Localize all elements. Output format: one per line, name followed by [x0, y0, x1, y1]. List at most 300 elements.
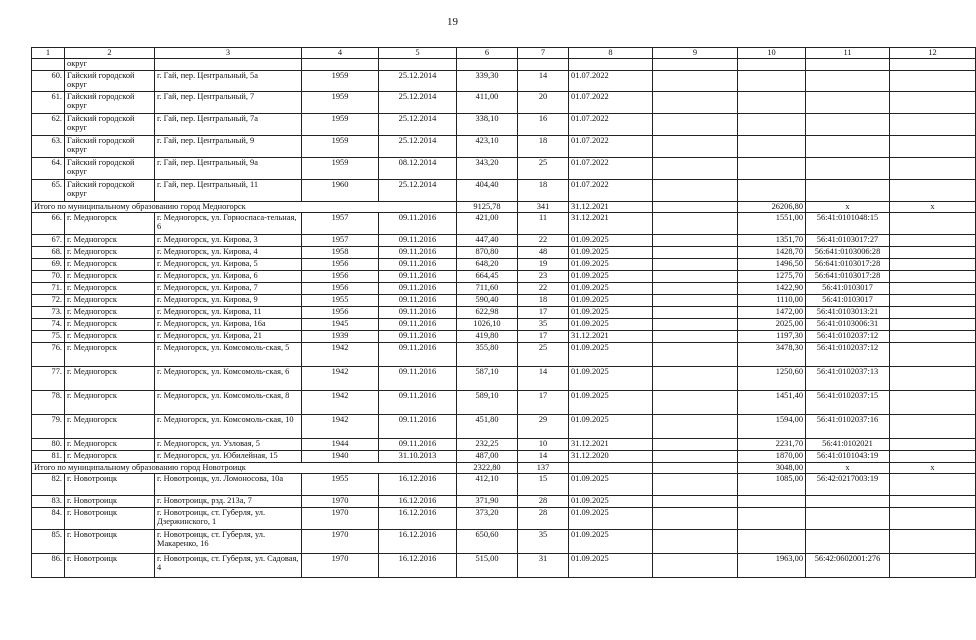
cell-col-10: 1197,30 — [738, 331, 806, 343]
cell-col-6: 411,00 — [457, 92, 518, 114]
subtotal-cell: 3048,00 — [738, 463, 806, 474]
cell-col-8: 31.12.2021 — [569, 213, 653, 235]
cell-col-8: 01.09.2025 — [569, 508, 653, 530]
cell-col-3: г. Медногорск, ул. Комсомоль-ская, 8 — [155, 391, 302, 415]
cell-col-9 — [653, 451, 738, 463]
cell-col-12 — [890, 554, 976, 578]
cell-col-12 — [890, 319, 976, 331]
cell-col-8: 01.09.2025 — [569, 259, 653, 271]
table-row — [32, 474, 976, 496]
cell-col-10: 1428,70 — [738, 247, 806, 259]
cell-col-1: 74. — [32, 319, 65, 331]
cell-col-7: 22 — [518, 235, 569, 247]
cell-col-12 — [890, 367, 976, 391]
cell-col-10: 1870,00 — [738, 451, 806, 463]
cell-col-2: г. Новотроицк — [65, 474, 155, 496]
cell-col-2: г. Медногорск — [65, 439, 155, 451]
cell-col-11 — [806, 71, 890, 92]
cell-col-6: 355,80 — [457, 343, 518, 367]
cell-col-10: 1551,00 — [738, 213, 806, 235]
cell-col-10: 1422,90 — [738, 283, 806, 295]
cell-col-12 — [890, 136, 976, 158]
cell-col-8: 01.09.2025 — [569, 283, 653, 295]
subtotal-label: Итого по муниципальному образованию город Медногорск — [32, 202, 457, 213]
table-row — [32, 451, 976, 463]
cell-col-5: 25.12.2014 — [379, 71, 457, 92]
cell-col-6: 373,20 — [457, 508, 518, 530]
cell-col-7: 22 — [518, 283, 569, 295]
cell-col-5: 31.10.2013 — [379, 451, 457, 463]
cell-col-3: г. Новотроицк, ул. Ломоносова, 10а — [155, 474, 302, 496]
cell-col-7: 28 — [518, 496, 569, 508]
cell-col-7: 23 — [518, 271, 569, 283]
cell-col-5: 09.11.2016 — [379, 271, 457, 283]
cell-col-1: 79. — [32, 415, 65, 439]
cell-col-12 — [890, 271, 976, 283]
cell-col-4: 1945 — [302, 319, 379, 331]
cell-col-5: 09.11.2016 — [379, 283, 457, 295]
table-body — [32, 48, 976, 578]
cell-col-11: 56:41:0101048:15 — [806, 213, 890, 235]
cell-col-8: 01.07.2022 — [569, 136, 653, 158]
cell-col-9 — [653, 391, 738, 415]
cell-col-9 — [653, 271, 738, 283]
subtotal-cell: x — [806, 202, 890, 213]
table-row — [32, 271, 976, 283]
cell-col-11: 56:41:0103017 — [806, 283, 890, 295]
cell-col-6: 487,00 — [457, 451, 518, 463]
cell-col-6: 447,40 — [457, 235, 518, 247]
table-row — [32, 71, 976, 92]
cell-col-4: 1955 — [302, 295, 379, 307]
cell-col-9 — [653, 439, 738, 451]
cell-col-12 — [890, 391, 976, 415]
cell-col-6: 648,20 — [457, 259, 518, 271]
cell-col-5: 09.11.2016 — [379, 415, 457, 439]
cell-col-6 — [457, 59, 518, 71]
cell-col-9 — [653, 259, 738, 271]
cell-col-2: Гайский городской округ — [65, 136, 155, 158]
cell-col-2: г. Медногорск — [65, 391, 155, 415]
cell-col-4: 1942 — [302, 367, 379, 391]
cell-col-1: 64. — [32, 158, 65, 180]
cell-col-4: 1942 — [302, 343, 379, 367]
cell-col-11 — [806, 530, 890, 554]
cell-col-11: 56:41:0103013:21 — [806, 307, 890, 319]
table-row — [32, 213, 976, 235]
cell-col-11: 56:42:0217003:19 — [806, 474, 890, 496]
cell-col-3: г. Новотроицк, ст. Губерля, ул. Садовая, 4 — [155, 554, 302, 578]
cell-col-12 — [890, 307, 976, 319]
cell-col-1: 75. — [32, 331, 65, 343]
column-header-12: 12 — [890, 48, 976, 59]
cell-col-8: 01.07.2022 — [569, 92, 653, 114]
cell-col-9 — [653, 213, 738, 235]
cell-col-2: г. Новотроицк — [65, 554, 155, 578]
cell-col-8: 01.09.2025 — [569, 235, 653, 247]
cell-col-5: 08.12.2014 — [379, 158, 457, 180]
cell-col-10: 1250,60 — [738, 367, 806, 391]
cell-col-12 — [890, 180, 976, 202]
cell-col-6: 711,60 — [457, 283, 518, 295]
table-row — [32, 343, 976, 367]
cell-col-10: 1594,00 — [738, 415, 806, 439]
cell-col-8: 01.09.2025 — [569, 530, 653, 554]
cell-col-5: 09.11.2016 — [379, 367, 457, 391]
cell-col-6: 515,00 — [457, 554, 518, 578]
cell-col-7: 25 — [518, 158, 569, 180]
cell-col-1: 73. — [32, 307, 65, 319]
cell-col-8: 01.09.2025 — [569, 415, 653, 439]
cell-col-1: 86. — [32, 554, 65, 578]
subtotal-cell: x — [806, 463, 890, 474]
cell-col-4: 1939 — [302, 331, 379, 343]
cell-col-12 — [890, 295, 976, 307]
cell-col-8: 01.09.2025 — [569, 319, 653, 331]
cell-col-3: г. Медногорск, ул. Юбилейная, 15 — [155, 451, 302, 463]
cell-col-7: 31 — [518, 554, 569, 578]
cell-col-12 — [890, 530, 976, 554]
cell-col-9 — [653, 496, 738, 508]
cell-col-7: 17 — [518, 331, 569, 343]
cell-col-9 — [653, 367, 738, 391]
cell-col-6: 423,10 — [457, 136, 518, 158]
cell-col-3: г. Медногорск, ул. Горноспаса-тельная, 6 — [155, 213, 302, 235]
cell-col-10: 1963,00 — [738, 554, 806, 578]
cell-col-3: г. Медногорск, ул. Кирова, 16а — [155, 319, 302, 331]
column-header-2: 2 — [65, 48, 155, 59]
cell-col-5: 16.12.2016 — [379, 496, 457, 508]
cell-col-6: 587,10 — [457, 367, 518, 391]
cell-col-2: г. Медногорск — [65, 319, 155, 331]
cell-col-4: 1940 — [302, 451, 379, 463]
cell-col-7: 18 — [518, 295, 569, 307]
cell-col-5: 16.12.2016 — [379, 508, 457, 530]
table-row — [32, 259, 976, 271]
cell-col-2: г. Медногорск — [65, 331, 155, 343]
cell-col-12 — [890, 343, 976, 367]
cell-col-10 — [738, 136, 806, 158]
cell-col-8: 31.12.2021 — [569, 331, 653, 343]
table-row — [32, 391, 976, 415]
cell-col-3: г. Гай, пер. Центральный, 11 — [155, 180, 302, 202]
table-row — [32, 508, 976, 530]
cell-col-9 — [653, 508, 738, 530]
cell-col-3: г. Медногорск, ул. Кирова, 7 — [155, 283, 302, 295]
cell-col-2: г. Медногорск — [65, 213, 155, 235]
cell-col-1: 66. — [32, 213, 65, 235]
cell-col-1: 62. — [32, 114, 65, 136]
cell-col-10: 1351,70 — [738, 235, 806, 247]
cell-col-11: 56:41:0103017 — [806, 295, 890, 307]
cell-col-2: г. Медногорск — [65, 295, 155, 307]
cell-col-5: 16.12.2016 — [379, 474, 457, 496]
subtotal-cell: 31.12.2021 — [569, 202, 653, 213]
cell-col-9 — [653, 415, 738, 439]
cell-col-6: 650,60 — [457, 530, 518, 554]
cell-col-11: 56:41:0102037:12 — [806, 331, 890, 343]
cell-col-8: 31.12.2020 — [569, 451, 653, 463]
cell-col-8: 01.07.2022 — [569, 114, 653, 136]
housing-register-table — [31, 47, 976, 578]
cell-col-9 — [653, 136, 738, 158]
table-row — [32, 92, 976, 114]
cell-col-2: г. Медногорск — [65, 415, 155, 439]
cell-col-4: 1955 — [302, 474, 379, 496]
column-header-4: 4 — [302, 48, 379, 59]
cell-col-8: 01.09.2025 — [569, 343, 653, 367]
column-header-10: 10 — [738, 48, 806, 59]
cell-col-2: г. Медногорск — [65, 307, 155, 319]
subtotal-cell: x — [890, 202, 976, 213]
cell-col-12 — [890, 259, 976, 271]
table-row — [32, 180, 976, 202]
cell-col-9 — [653, 530, 738, 554]
cell-col-5: 16.12.2016 — [379, 530, 457, 554]
cell-col-12 — [890, 508, 976, 530]
cell-col-9 — [653, 92, 738, 114]
column-header-7: 7 — [518, 48, 569, 59]
cell-col-8: 31.12.2021 — [569, 439, 653, 451]
cell-col-3: г. Медногорск, ул. Кирова, 6 — [155, 271, 302, 283]
cell-col-1: 69. — [32, 259, 65, 271]
cell-col-9 — [653, 295, 738, 307]
cell-col-4: 1959 — [302, 158, 379, 180]
cell-col-8: 01.09.2025 — [569, 247, 653, 259]
cell-col-5: 09.11.2016 — [379, 319, 457, 331]
cell-col-2: г. Медногорск — [65, 343, 155, 367]
cell-col-10: 1110,00 — [738, 295, 806, 307]
cell-col-2: Гайский городской округ — [65, 71, 155, 92]
table-row — [32, 235, 976, 247]
cell-col-4: 1957 — [302, 213, 379, 235]
cell-col-4: 1970 — [302, 554, 379, 578]
cell-col-9 — [653, 283, 738, 295]
cell-col-7 — [518, 59, 569, 71]
cell-col-11: 56:41:0102021 — [806, 439, 890, 451]
cell-col-4 — [302, 59, 379, 71]
cell-col-1: 81. — [32, 451, 65, 463]
cell-col-9 — [653, 554, 738, 578]
cell-col-1: 83. — [32, 496, 65, 508]
cell-col-8: 01.09.2025 — [569, 271, 653, 283]
cell-col-1: 84. — [32, 508, 65, 530]
cell-col-4: 1959 — [302, 136, 379, 158]
cell-col-9 — [653, 59, 738, 71]
subtotal-label: Итого по муниципальному образованию город Новотроицк — [32, 463, 457, 474]
cell-col-6: 404,40 — [457, 180, 518, 202]
cell-col-9 — [653, 235, 738, 247]
cell-col-8: 01.09.2025 — [569, 295, 653, 307]
cell-col-3: г. Медногорск, ул. Комсомоль-ская, 10 — [155, 415, 302, 439]
table-row — [32, 295, 976, 307]
table-row — [32, 307, 976, 319]
cell-col-2: г. Медногорск — [65, 259, 155, 271]
cell-col-6: 589,10 — [457, 391, 518, 415]
cell-col-8: 01.09.2025 — [569, 496, 653, 508]
cell-col-6: 664,45 — [457, 271, 518, 283]
cell-col-2: г. Новотроицк — [65, 508, 155, 530]
cell-col-10: 1275,70 — [738, 271, 806, 283]
cell-col-1: 82. — [32, 474, 65, 496]
cell-col-2: Гайский городской округ — [65, 114, 155, 136]
column-header-5: 5 — [379, 48, 457, 59]
cell-col-8: 01.09.2025 — [569, 367, 653, 391]
cell-col-5: 09.11.2016 — [379, 331, 457, 343]
cell-col-6: 451,80 — [457, 415, 518, 439]
cell-col-7: 14 — [518, 451, 569, 463]
cell-col-1: 80. — [32, 439, 65, 451]
cell-col-11 — [806, 180, 890, 202]
cell-col-4: 1956 — [302, 283, 379, 295]
cell-col-6: 421,00 — [457, 213, 518, 235]
cell-col-11 — [806, 496, 890, 508]
cell-col-5: 09.11.2016 — [379, 307, 457, 319]
cell-col-3: г. Гай, пер. Центральный, 7 — [155, 92, 302, 114]
cell-col-12 — [890, 71, 976, 92]
cell-col-8 — [569, 59, 653, 71]
cell-col-11: 56:41:0102037:13 — [806, 367, 890, 391]
cell-col-11: 56:42:0602001:276 — [806, 554, 890, 578]
cell-col-4: 1970 — [302, 530, 379, 554]
table-row — [32, 439, 976, 451]
cell-col-4: 1956 — [302, 271, 379, 283]
cell-col-6: 232,25 — [457, 439, 518, 451]
table-row — [32, 59, 976, 71]
cell-col-12 — [890, 247, 976, 259]
cell-col-6: 338,10 — [457, 114, 518, 136]
cell-col-8: 01.07.2022 — [569, 71, 653, 92]
cell-col-4: 1970 — [302, 508, 379, 530]
cell-col-12 — [890, 283, 976, 295]
cell-col-1: 63. — [32, 136, 65, 158]
cell-col-6: 590,40 — [457, 295, 518, 307]
cell-col-6: 1026,10 — [457, 319, 518, 331]
table-row — [32, 415, 976, 439]
cell-col-8: 01.09.2025 — [569, 307, 653, 319]
cell-col-2: г. Новотроицк — [65, 530, 155, 554]
subtotal-cell — [653, 463, 738, 474]
cell-col-11: 56:41:0102037:16 — [806, 415, 890, 439]
page-number: 19 — [447, 16, 458, 28]
subtotal-cell: 341 — [518, 202, 569, 213]
cell-col-5: 09.11.2016 — [379, 259, 457, 271]
table-row — [32, 331, 976, 343]
cell-col-10: 3478,30 — [738, 343, 806, 367]
cell-col-12 — [890, 213, 976, 235]
cell-col-10 — [738, 71, 806, 92]
table-row — [32, 530, 976, 554]
cell-col-7: 14 — [518, 367, 569, 391]
cell-col-10: 1085,00 — [738, 474, 806, 496]
cell-col-2: г. Медногорск — [65, 235, 155, 247]
cell-col-12 — [890, 59, 976, 71]
cell-col-2: округ — [65, 59, 155, 71]
cell-col-10 — [738, 496, 806, 508]
cell-col-3: г. Новотроицк, рзд. 213а, 7 — [155, 496, 302, 508]
cell-col-3: г. Гай, пер. Центральный, 9 — [155, 136, 302, 158]
cell-col-3: г. Медногорск, ул. Кирова, 21 — [155, 331, 302, 343]
cell-col-9 — [653, 71, 738, 92]
subtotal-cell: x — [890, 463, 976, 474]
cell-col-12 — [890, 496, 976, 508]
cell-col-10 — [738, 92, 806, 114]
cell-col-9 — [653, 247, 738, 259]
cell-col-5: 09.11.2016 — [379, 391, 457, 415]
cell-col-6: 343,20 — [457, 158, 518, 180]
cell-col-1: 77. — [32, 367, 65, 391]
cell-col-3: г. Новотроицк, ст. Губерля, ул. Дзержинского, 1 — [155, 508, 302, 530]
cell-col-10 — [738, 59, 806, 71]
cell-col-3: г. Медногорск, ул. Комсомоль-ская, 6 — [155, 367, 302, 391]
cell-col-10 — [738, 158, 806, 180]
cell-col-11: 56:641:0103017:28 — [806, 259, 890, 271]
cell-col-12 — [890, 158, 976, 180]
cell-col-3: г. Медногорск, ул. Кирова, 4 — [155, 247, 302, 259]
cell-col-11 — [806, 158, 890, 180]
cell-col-1: 67. — [32, 235, 65, 247]
cell-col-10 — [738, 530, 806, 554]
cell-col-2: г. Медногорск — [65, 367, 155, 391]
cell-col-11: 56:41:0102037:15 — [806, 391, 890, 415]
cell-col-7: 29 — [518, 415, 569, 439]
cell-col-8: 01.09.2025 — [569, 391, 653, 415]
subtotal-row — [32, 202, 976, 213]
cell-col-6: 371,90 — [457, 496, 518, 508]
cell-col-5: 09.11.2016 — [379, 247, 457, 259]
cell-col-5: 25.12.2014 — [379, 180, 457, 202]
cell-col-12 — [890, 451, 976, 463]
cell-col-3: г. Гай, пер. Центральный, 7а — [155, 114, 302, 136]
cell-col-5 — [379, 59, 457, 71]
cell-col-12 — [890, 235, 976, 247]
cell-col-4: 1959 — [302, 114, 379, 136]
column-header-3: 3 — [155, 48, 302, 59]
cell-col-2: Гайский городской округ — [65, 158, 155, 180]
cell-col-9 — [653, 343, 738, 367]
cell-col-11: 56:41:0103017:27 — [806, 235, 890, 247]
cell-col-10 — [738, 508, 806, 530]
cell-col-5: 09.11.2016 — [379, 295, 457, 307]
cell-col-5: 09.11.2016 — [379, 235, 457, 247]
subtotal-cell — [569, 463, 653, 474]
cell-col-1: 60. — [32, 71, 65, 92]
cell-col-8: 01.09.2025 — [569, 474, 653, 496]
table-row — [32, 554, 976, 578]
cell-col-4: 1958 — [302, 247, 379, 259]
cell-col-9 — [653, 158, 738, 180]
cell-col-2: г. Медногорск — [65, 283, 155, 295]
cell-col-7: 17 — [518, 391, 569, 415]
cell-col-7: 35 — [518, 319, 569, 331]
subtotal-cell: 137 — [518, 463, 569, 474]
cell-col-7: 19 — [518, 259, 569, 271]
cell-col-12 — [890, 439, 976, 451]
subtotal-cell — [653, 202, 738, 213]
cell-col-11 — [806, 59, 890, 71]
cell-col-9 — [653, 307, 738, 319]
column-header-11: 11 — [806, 48, 890, 59]
cell-col-7: 18 — [518, 136, 569, 158]
cell-col-9 — [653, 180, 738, 202]
column-number-header-row — [32, 48, 976, 59]
table-row — [32, 319, 976, 331]
cell-col-1: 68. — [32, 247, 65, 259]
cell-col-10: 1496,50 — [738, 259, 806, 271]
cell-col-7: 48 — [518, 247, 569, 259]
cell-col-5: 09.11.2016 — [379, 213, 457, 235]
cell-col-12 — [890, 415, 976, 439]
